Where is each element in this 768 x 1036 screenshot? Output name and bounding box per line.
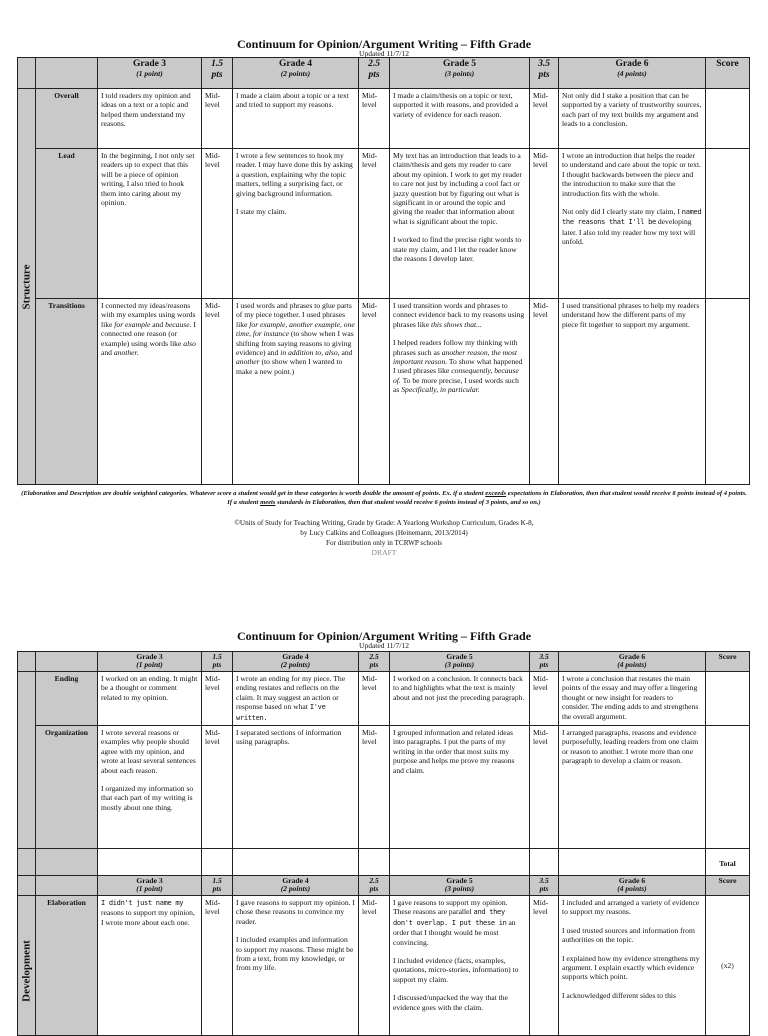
transitions-g5-p1: I used transition words and phrases to connect evidence back to my reasons using phrases like this shows that... [393, 301, 525, 329]
header-row-2 [18, 652, 750, 672]
handwritten-text: named the reasons that I'll be [562, 208, 702, 227]
cell-overall-grade4: I made a claim about a topic or a text and tried to support my reasons. [233, 89, 359, 149]
cell-overall-mid3: Mid-level [530, 89, 559, 149]
handwritten-text: and they don't overlap. I put these in [393, 908, 507, 927]
credit-line-3: For distribution only in TCRWP schools [325, 539, 442, 547]
cell-organization-mid1: Mid-level [202, 726, 233, 849]
cell-overall-mid2: Mid-level [359, 89, 390, 149]
header-mid2-2: 2.5 pts [359, 652, 390, 672]
cell-ending-mid3: Mid-level [530, 672, 559, 726]
cell-ending-score [706, 672, 750, 726]
header-grade5-3: Grade 5 (3 points) [390, 876, 530, 896]
header-row [18, 58, 750, 89]
row-transitions [18, 299, 750, 485]
header-grade3: Grade 3 (1 point) [98, 58, 202, 89]
cell-overall-mid1: Mid-level [202, 89, 233, 149]
header-score: Score [706, 58, 750, 89]
header-grade6-3: Grade 6 (4 points) [559, 876, 706, 896]
lead-g5-p2: I worked to find the precise right words to state my claim, and I let the reader know the reasons I develop later. [393, 235, 522, 264]
cell-elaboration-grade3: I didn't just name my reasons to support my opinion, I wrote more about each one. [98, 896, 202, 1036]
cell-lead-grade5 [390, 149, 530, 299]
handwritten-text: I didn't just name my [101, 899, 184, 907]
cell-organization-mid2: Mid-level [359, 726, 390, 849]
header-strip-2 [18, 652, 36, 672]
cell-ending-grade3: I worked on an ending. It might be a thought or comment related to my opinion. [98, 672, 202, 726]
header-grade5: Grade 5 (3 points) [390, 58, 530, 89]
total-label: Total [706, 849, 750, 879]
cell-organization-grade4: I separated sections of information using paragraphs. [233, 726, 359, 849]
cell-ending-grade6: I wrote a conclusion that restates the main points of the essay and may offer a lingering thought or new insight for readers to consider. The ending adds to and strengthens the overall argument. [559, 672, 706, 726]
lead-g4-p2: I state my claim. [236, 207, 287, 217]
organization-g3-p2: I organized my information so that each part of my writing is mostly about one thing. [101, 784, 194, 812]
lead-g6-p2: Not only did I clearly state my claim, I named the reasons that I'll be developing later. I also told my reader how my text will unfold. [562, 207, 702, 247]
header-mid3: 3.5 pts [530, 58, 559, 89]
rubric-table-development [17, 875, 750, 1036]
rubric-table-structure [17, 57, 750, 485]
section-label-development: Development [19, 940, 32, 1002]
row-overall [18, 89, 750, 149]
header-strip-3 [18, 876, 36, 896]
cell-elaboration-grade4 [233, 896, 359, 1036]
header-grade3-3: Grade 3 (1 point) [98, 876, 202, 896]
elaboration-g5-p2: I included evidence (facts, examples, quotations, micro-stories, information) to support my claim. [393, 956, 519, 984]
lead-g5-p1: My text has an introduction that leads to a claim/thesis and gets my reader to care about my opinion. I work to get my reader to care not just by including a cool fact or jazzy question but by figuring out what is significant in or around the topic and giving the reader that information about what is significant about the topic. [393, 151, 522, 226]
section-label: Structure [19, 263, 32, 310]
cell-transitions-grade4: I used words and phrases to glue parts of my piece together. I used phrases like for example, another example, one time, for instance (to show when I was shifting from saying reasons to giving evidence) and in addition to, also, and another (to show when I wanted to make a new point.) [233, 299, 359, 485]
elaboration-g4-p2: I included examples and information to support my reasons. These might be from a text, from my knowledge, or from my life. [236, 935, 354, 973]
header-mid3-2: 3.5 pts [530, 652, 559, 672]
header-grade4: Grade 4 (2 points) [233, 58, 359, 89]
cell-transitions-grade3: I connected my ideas/reasons with my examples using words like for example and because. I connected one reason (or example) using words like also and another. [98, 299, 202, 485]
cell-ending-mid2: Mid-level [359, 672, 390, 726]
header-score-3: Score [706, 876, 750, 896]
cell-lead-mid3: Mid-level [530, 149, 559, 299]
elaboration-g5-p3: I discussed/unpacked the way that the evidence goes with the claim. [393, 993, 508, 1012]
row-label-ending: Ending [36, 672, 98, 726]
weighting-note: (Elaboration and Description are double weighted categories. Whatever score a student would get in these categories is worth double the amount of points. Ex. if a student exceeds expectations in Elaboration, then that student would receive 8 points instead of 4 points. If a student meets standards in Elaboration, then that student would receive 6 points instead of 3 points, and so on.) [21, 490, 747, 506]
header-grade4-2: Grade 4 (2 points) [233, 652, 359, 672]
cell-ending-mid1: Mid-level [202, 672, 233, 726]
header-mid2-3: 2.5 pts [359, 876, 390, 896]
cell-overall-grade5: I made a claim/thesis on a topic or text, supported it with reasons, and provided a variety of evidence for each reason. [390, 89, 530, 149]
header-strip [18, 58, 36, 89]
header-mid2: 2.5 pts [359, 58, 390, 89]
header-grade5-2: Grade 5 (3 points) [390, 652, 530, 672]
header-mid1-3: 1.5 pts [202, 876, 233, 896]
header-grade6: Grade 6 (4 points) [559, 58, 706, 89]
page-title-2: Continuum for Opinion/Argument Writing – Fifth Grade [236, 629, 532, 643]
handwritten-text: I've written. [236, 703, 326, 722]
draft-label: DRAFT [371, 548, 397, 557]
row-label-elaboration: Elaboration [36, 896, 98, 1036]
header-grade6-2: Grade 6 (4 points) [559, 652, 706, 672]
cell-overall-score [706, 89, 750, 149]
header-row-3 [18, 876, 750, 896]
cell-overall-grade6: Not only did I stake a position that can be supported by a variety of trustworthy sources, each part of my text builds my argument and leads to a conclusion. [559, 89, 706, 149]
page-title: Continuum for Opinion/Argument Writing – Fifth Grade [236, 37, 532, 51]
row-label-organization: Organization [36, 726, 98, 849]
cell-organization-grade3 [98, 726, 202, 849]
cell-lead-grade4 [233, 149, 359, 299]
cell-transitions-mid2: Mid-level [359, 299, 390, 485]
header-mid1-2: 1.5 pts [202, 652, 233, 672]
cell-organization-mid3: Mid-level [530, 726, 559, 849]
cell-elaboration-mid1: Mid-level [202, 896, 233, 1036]
row-elaboration [18, 896, 750, 1036]
header-grade3-2: Grade 3 (1 point) [98, 652, 202, 672]
cell-overall-grade3: I told readers my opinion and ideas on a text or a topic and helped them understand my reasons. [98, 89, 202, 149]
rubric-table-ending-organization [17, 651, 750, 879]
row-ending [18, 672, 750, 726]
lead-g6-p1: I wrote an introduction that helps the reader to understand and care about the topic or text. I thought backwards between the piece and the introduction to make sure that the introduction fits with the whole. [562, 151, 701, 198]
elaboration-g5-p1: I gave reasons to support my opinion. These reasons are parallel and they don't overlap. I put these in an order that I thought would be most convincing. [393, 898, 516, 947]
section-strip-blank [18, 672, 36, 849]
cell-transitions-mid3: Mid-level [530, 299, 559, 485]
cell-lead-score [706, 149, 750, 299]
row-label-overall: Overall [36, 89, 98, 149]
cell-transitions-grade6: I used transitional phrases to help my readers understand how the different parts of my piece fit together to support my argument. [559, 299, 706, 485]
cell-ending-grade5: I worked on a conclusion. It connects back to and highlights what the text is mainly about and not just the preceding paragraph. [390, 672, 530, 726]
credit-line-1: ©Units of Study for Teaching Writing, Grade by Grade: A Yearlong Workshop Curriculum, Grades K-8, [234, 519, 534, 527]
header-grade4-3: Grade 4 (2 points) [233, 876, 359, 896]
elaboration-g6-p4: I acknowledged different sides to this [562, 990, 676, 1000]
cell-transitions-mid1: Mid-level [202, 299, 233, 485]
cell-elaboration-mid2: Mid-level [359, 896, 390, 1036]
header-mid1: 1.5 pts [202, 58, 233, 89]
elaboration-g4-p1: I gave reasons to support my opinion. I chose these reasons to convince my reader. [236, 898, 355, 926]
credit-line-2: by Lucy Calkins and Colleagues (Heinemann, 2013/2014) [300, 529, 468, 537]
row-label-transitions: Transitions [36, 299, 98, 485]
cell-organization-grade5: I grouped information and related ideas into paragraphs. I put the parts of my writing in the order that most suits my purpose and helps me prove my reasons and claim. [390, 726, 530, 849]
cell-transitions-score [706, 299, 750, 485]
cell-lead-mid1: Mid-level [202, 149, 233, 299]
cell-transitions-grade5 [390, 299, 530, 485]
header-blank-3 [36, 876, 98, 896]
updated-date-2: Updated 11/7/12 [359, 641, 409, 650]
cell-elaboration-grade6 [559, 896, 706, 1036]
cell-organization-grade6: I arranged paragraphs, reasons and evidence purposefully, leading readers from one claim or reason to another. I wrote more than one paragraph to develop a claim or reason. [559, 726, 706, 849]
organization-g3-p1: I wrote several reasons or examples why people should agree with my opinion, and wrote at least several sentences about each reason. [101, 728, 196, 775]
cell-lead-mid2: Mid-level [359, 149, 390, 299]
lead-g4-p1: I wrote a few sentences to hook my reader. I may have done this by asking a question, explaining why the topic matters, telling a surprising fact, or giving background information. [236, 151, 353, 198]
header-blank-2 [36, 652, 98, 672]
cell-organization-score [706, 726, 750, 849]
row-label-lead: Lead [36, 149, 98, 299]
section-strip-structure [18, 89, 36, 485]
header-mid3-3: 3.5 pts [530, 876, 559, 896]
cell-elaboration-grade5 [390, 896, 530, 1036]
cell-ending-grade4: I wrote an ending for my piece. The ending restates and reflects on the claim. It may suggest an action or response based on what I've written. [233, 672, 359, 726]
cell-lead-grade6 [559, 149, 706, 299]
cell-elaboration-score: (x2) [706, 896, 750, 1036]
section-strip-development [18, 896, 36, 1036]
elaboration-g6-p3: I explained how my evidence strengthens my argument. I explain exactly which evidence supports which point. [562, 953, 700, 982]
transitions-g5-p2: I helped readers follow my thinking with phrases such as another reason, the most important reason. To show what happened I used phrases like consequently, because of. To be more precise, I used words such as Specifically, in particular. [393, 338, 523, 395]
header-blank [36, 58, 98, 89]
elaboration-g6-p2: I used trusted sources and information from authorities on the topic. [562, 925, 695, 945]
cell-lead-grade3: In the beginning, I not only set readers up to expect that this will be a piece of opinion writing, I also tried to hook them into caring about my opinion. [98, 149, 202, 299]
elaboration-g6-p1: I included and arranged a variety of evidence to support my reasons. [562, 898, 700, 917]
cell-elaboration-mid3: Mid-level [530, 896, 559, 1036]
header-score-2: Score [706, 652, 750, 672]
row-organization [18, 726, 750, 849]
updated-date: Updated 11/7/12 [359, 49, 409, 58]
row-lead [18, 149, 750, 299]
